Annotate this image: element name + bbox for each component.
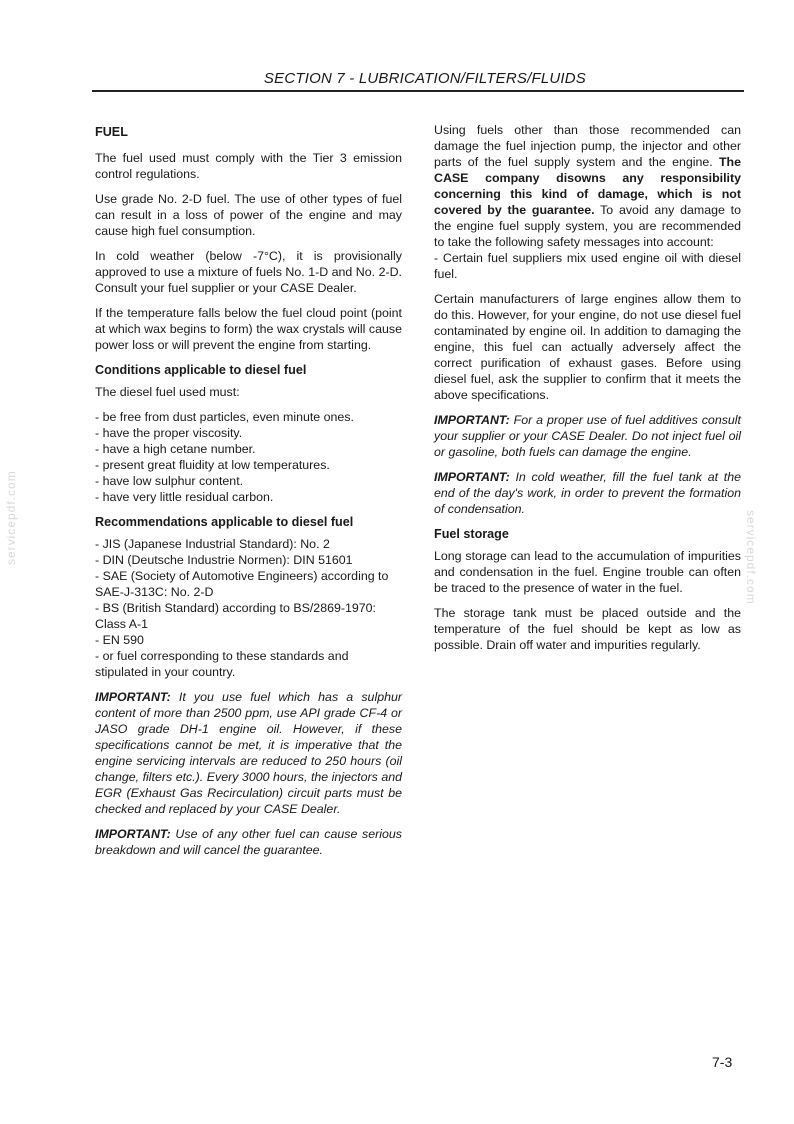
list-item: - present great fluidity at low temperatures.: [95, 458, 330, 472]
watermark-right: servicepdf.com: [744, 510, 758, 605]
fuel-storage-heading: Fuel storage: [434, 527, 509, 541]
important-text: In cold weather, fill the fuel tank at the end of the day's work, in order to prevent the formation of condensation.: [434, 470, 741, 516]
fuel-heading: FUEL: [95, 125, 128, 139]
fuel-paragraph-2: Use grade No. 2-D fuel. The use of other types of fuel can result in a loss of power of the engine and may cause high fuel consumption.: [95, 192, 402, 238]
list-item: - have low sulphur content.: [95, 474, 244, 488]
recommendations-heading: Recommendations applicable to diesel fuel: [95, 515, 354, 529]
list-item: - JIS (Japanese Industrial Standard): No. 2: [95, 537, 330, 551]
left-column: [95, 122, 402, 867]
recommendations-list: [95, 536, 402, 680]
section-header: [92, 70, 744, 92]
important-note-cold-weather: [434, 469, 741, 517]
guarantee-disclaimer: The CASE company disowns any responsibility concerning this kind of damage, which is not covered by the guarantee.: [434, 155, 741, 217]
list-item: - have the proper viscosity.: [95, 426, 243, 440]
fuel-paragraph-1: The fuel used must comply with the Tier 3 emission control regulations.: [95, 151, 402, 181]
important-label: IMPORTANT:: [434, 470, 510, 484]
important-text: Use of any other fuel can cause serious breakdown and will cancel the guarantee.: [95, 827, 402, 857]
important-label: IMPORTANT:: [95, 690, 171, 704]
important-label: IMPORTANT:: [95, 827, 171, 841]
fuel-damage-paragraph: [434, 122, 741, 282]
watermark-left: servicepdf.com: [4, 470, 18, 565]
important-text: It you use fuel which has a sulphur content of more than 2500 ppm, use API grade CF-4 or JASO grade DH-1 engine oil. However, if these specifications cannot be met, it is imperative that the engine servicing intervals are reduced to 250 hours (oil change, filters etc.). Every 3000 hours, the injectors and EGR (Exhaust Gas Recirculation) circuit parts must be checked and replaced by your CASE Dealer.: [95, 690, 402, 816]
fuel-storage-paragraph-1: Long storage can lead to the accumulation of impurities and condensation in the fuel. Engine trouble can often be traced to the presence of water in the fuel.: [434, 549, 741, 595]
damage-bullet: - Certain fuel suppliers mix used engine oil with diesel fuel.: [434, 251, 741, 281]
list-item: - DIN (Deutsche Industrie Normen): DIN 51601: [95, 553, 353, 567]
list-item: - have a high cetane number.: [95, 442, 256, 456]
important-note-sulphur: [95, 689, 402, 817]
section-title: SECTION 7 - LUBRICATION/FILTERS/FLUIDS: [263, 70, 586, 87]
conditions-heading: Conditions applicable to diesel fuel: [95, 363, 307, 377]
list-item: - BS (British Standard) according to BS/2869-1970: Class A-1: [95, 601, 377, 631]
list-item: - EN 590: [95, 633, 144, 647]
important-note-additives: [434, 412, 741, 460]
fuel-storage-paragraph-2: The storage tank must be placed outside and the temperature of the fuel should be kept as low as possible. Drain off water and impurities regularly.: [434, 606, 741, 652]
fuel-paragraph-3: In cold weather (below -7°C), it is provisionally approved to use a mixture of fuels No. 1-D and No. 2-D. Consult your fuel supplier or your CASE Dealer.: [95, 249, 402, 295]
page-number: 7-3: [712, 1054, 733, 1070]
list-item: - have very little residual carbon.: [95, 490, 274, 504]
damage-text-start: Using fuels other than those recommended can damage the fuel injection pump, the injector and other parts of the fuel supply system and the engine.: [434, 123, 741, 169]
fuel-paragraph-4: If the temperature falls below the fuel cloud point (point at which wax begins to form) the wax crystals will cause power loss or will prevent the engine from starting.: [95, 306, 402, 352]
important-note-other-fuel: [95, 826, 402, 858]
list-item: - be free from dust particles, even minute ones.: [95, 410, 354, 424]
list-item: - SAE (Society of Automotive Engineers) according to SAE-J-313C: No. 2-D: [95, 569, 389, 599]
important-label: IMPORTANT:: [434, 413, 510, 427]
conditions-intro: The diesel fuel used must:: [95, 385, 240, 399]
damage-text-end: To avoid any damage to the engine fuel supply system, you are recommended to take the following safety messages into account:: [434, 203, 741, 249]
conditions-list: [95, 409, 402, 505]
right-column: [434, 122, 741, 662]
list-item: - or fuel corresponding to these standards and stipulated in your country.: [95, 649, 349, 679]
engine-oil-paragraph: Certain manufacturers of large engines allow them to do this. However, for your engine, do not use diesel fuel contaminated by engine oil. In addition to damaging the engine, this fuel can actually adversely affect the correct purification of exhaust gases. Before using diesel fuel, ask the supplier to confirm that it meets the above specifications.: [434, 292, 741, 402]
important-text: For a proper use of fuel additives consult your supplier or your CASE Dealer. Do not inject fuel oil or gasoline, both fuels can damage the engine.: [434, 413, 741, 459]
